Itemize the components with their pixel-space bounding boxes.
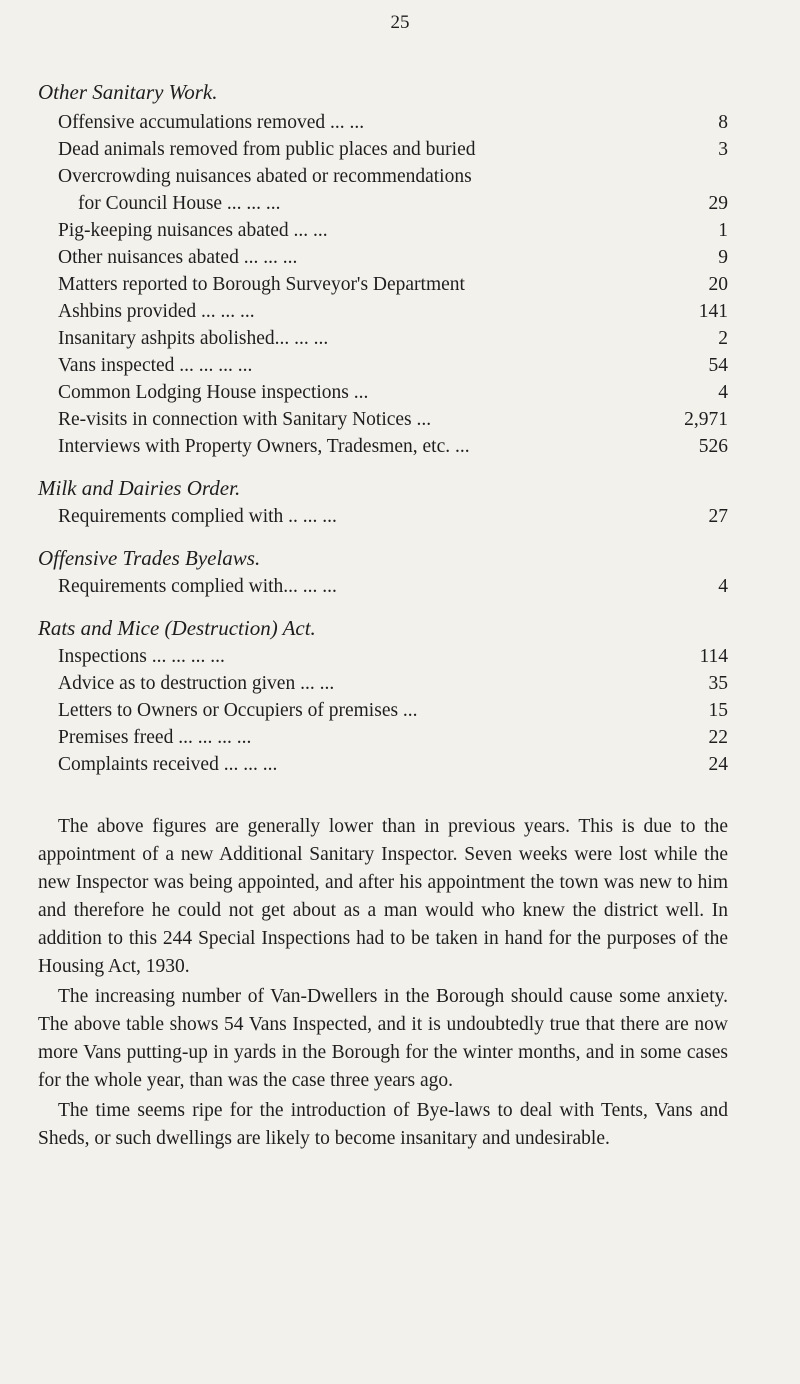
section-rats-and-mice (38, 614, 728, 778)
row-value: 4 (718, 382, 728, 403)
table-row (38, 109, 728, 136)
row-label (58, 163, 668, 217)
row-value: 35 (708, 673, 728, 694)
table-row (38, 217, 728, 244)
row-label: Insanitary ashpits abolished... ... ... (58, 328, 329, 349)
table-row (38, 352, 728, 379)
table-row (38, 325, 728, 352)
section-heading: Offensive Trades Byelaws. (38, 546, 261, 570)
row-value: 9 (718, 247, 728, 268)
row-label: Letters to Owners or Occupiers of premises ... (58, 700, 418, 721)
row-value: 2,971 (684, 409, 728, 430)
section-other-sanitary-work (38, 78, 728, 460)
row-label: Inspections ... ... ... ... (58, 646, 225, 667)
row-label: Vans inspected ... ... ... ... (58, 355, 253, 376)
statistics-table (38, 78, 728, 792)
table-row (38, 724, 728, 751)
row-label: Offensive accumulations removed ... ... (58, 112, 365, 133)
table-row (38, 271, 728, 298)
table-row (38, 643, 728, 670)
row-value: 54 (708, 355, 728, 376)
table-row (38, 573, 728, 600)
row-label: Requirements complied with... ... ... (58, 576, 337, 597)
row-label: Re-visits in connection with Sanitary Notices ... (58, 409, 432, 430)
section-heading: Other Sanitary Work. (38, 80, 218, 104)
table-row (38, 244, 728, 271)
table-row (38, 406, 728, 433)
row-label: Ashbins provided ... ... ... (58, 301, 255, 322)
table-row (38, 136, 728, 163)
table-row (38, 751, 728, 778)
row-label: Other nuisances abated ... ... ... (58, 247, 298, 268)
row-label: Common Lodging House inspections ... (58, 382, 369, 403)
row-value: 114 (699, 646, 728, 667)
section-offensive-trades (38, 544, 728, 600)
section-milk-and-dairies (38, 474, 728, 530)
body-text (38, 813, 728, 1153)
table-row (38, 433, 728, 460)
row-label: Pig-keeping nuisances abated ... ... (58, 220, 328, 241)
row-value: 526 (698, 436, 728, 457)
row-value: 1 (718, 220, 728, 241)
row-value: 8 (718, 112, 728, 133)
row-label: Interviews with Property Owners, Tradesmen, etc. ... (58, 436, 470, 457)
row-value: 141 (698, 301, 728, 322)
row-value: 24 (708, 754, 728, 775)
section-heading: Rats and Mice (Destruction) Act. (38, 616, 316, 640)
table-row (38, 503, 728, 530)
row-label: Advice as to destruction given ... ... (58, 673, 335, 694)
section-heading: Milk and Dairies Order. (38, 476, 241, 500)
row-label: Dead animals removed from public places and buried (58, 139, 476, 160)
table-row (38, 298, 728, 325)
paragraph: The increasing number of Van-Dwellers in the Borough should cause some anxiety. The above table shows 54 Vans Inspected, and it is undoubtedly true that there are now more Vans putting-up in yards in the Borough for the winter months, and in some cases for the whole year, than was the case three years ago. (38, 986, 728, 1091)
row-label: Premises freed ... ... ... ... (58, 727, 252, 748)
table-row (38, 670, 728, 697)
row-value: 4 (718, 576, 728, 597)
row-value: 20 (708, 274, 728, 295)
row-value: 22 (708, 727, 728, 748)
row-value: 3 (718, 139, 728, 160)
table-row (38, 697, 728, 724)
row-value: 2 (718, 328, 728, 349)
paragraph: The above figures are generally lower than in previous years. This is due to the appointment of a new Additional Sanitary Inspector. Seven weeks were lost while the new Inspector was being appointed, and after his appointment the town was new to him and therefore he could not get about as a man would who knew the district well. In addition to this 244 Special Inspections had to be taken in hand for the purposes of the Housing Act, 1930. (38, 816, 728, 977)
page-number: 25 (390, 12, 410, 33)
row-label: Requirements complied with .. ... ... (58, 506, 337, 527)
row-value: 15 (708, 700, 728, 721)
table-row (38, 379, 728, 406)
row-label-line: Overcrowding nuisances abated or recommendations (58, 166, 472, 187)
paragraph: The time seems ripe for the introduction of Bye-laws to deal with Tents, Vans and Sheds, or such dwellings are likely to become insanitary and undesirable. (38, 1100, 728, 1149)
table-row (38, 163, 728, 217)
row-label: Complaints received ... ... ... (58, 754, 278, 775)
row-value: 27 (708, 506, 728, 527)
row-value: 29 (708, 193, 728, 214)
row-label: Matters reported to Borough Surveyor's Department (58, 274, 465, 295)
row-label-continuation: for Council House ... ... ... (78, 193, 281, 214)
